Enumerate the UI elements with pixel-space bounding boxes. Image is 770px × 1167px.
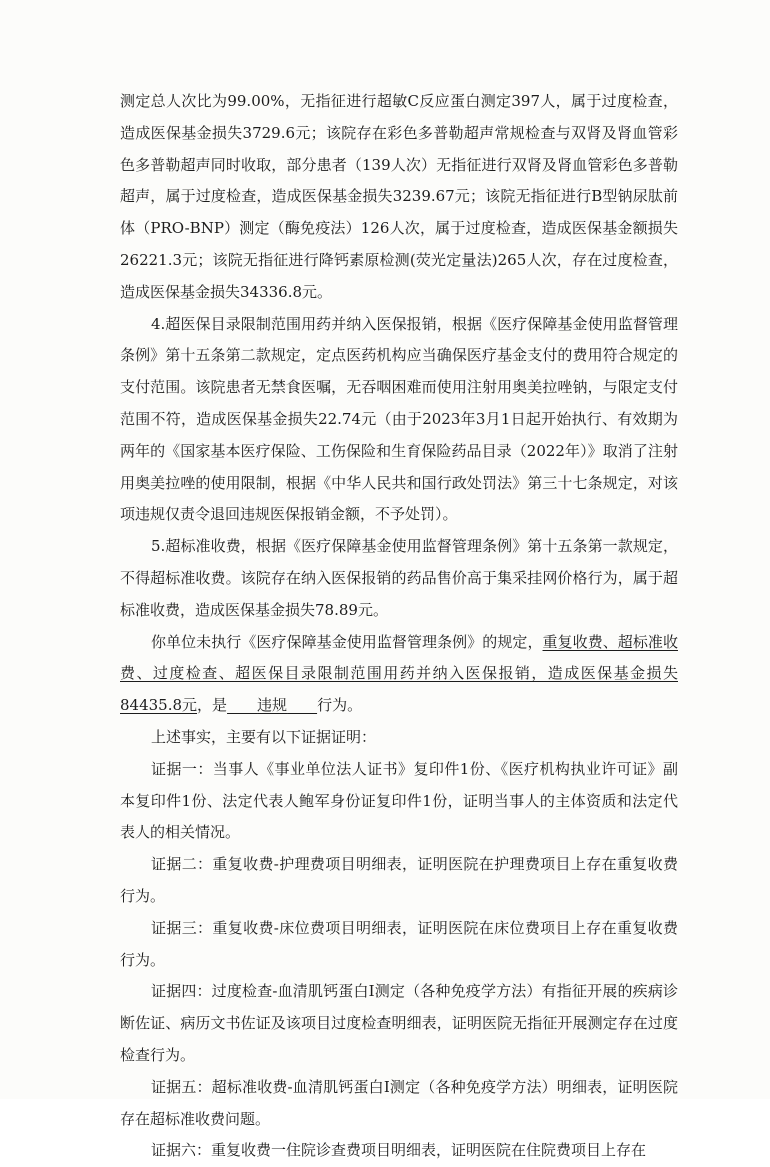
evidence-item-6: 证据六：重复收费一住院诊查费项目明细表，证明医院在住院费项目上存在 <box>151 1141 647 1160</box>
conclusion-lead: 你单位未执行《医疗保障基金使用监督管理条例》的规定， <box>151 632 543 651</box>
evidence-item-5: 证据五：超标准收费-血清肌钙蛋白Ⅰ测定（各种免疫学方法）明细表，证明医院存在超标准收费问题。 <box>120 1077 678 1128</box>
paragraph-overcheck-continued: 测定总人次比为99.00%，无指征进行超敏C反应蛋白测定397人，属于过度检查，造成医保基金损失3729.6元；该院存在彩色多普勒超声常规检查与双肾及肾血管彩色多普勒超声同时收取，部分患者（139人次）无指征进行双肾及肾血管彩色多普勒超声，属于过度检查，造成医保基金损失3239.67元；该院无指征进行B型钠尿肽前体（PRO-BNP）测定（酶免疫法）126人次，属于过度检查，造成医保基金额损失26221.3元；该院无指征进行降钙素原检测(荧光定量法)265人次，存在过度检查，造成医保基金损失34336.8元。 <box>120 92 678 301</box>
conclusion-tail: 行为。 <box>317 696 363 715</box>
document-body <box>120 86 678 1167</box>
paragraph-item-5-over-standard-fee: 5.超标准收费，根据《医疗保障基金使用监督管理条例》第十五条第一款规定，不得超标准收费。该院存在纳入医保报销的药品售价高于集采挂网价格行为，属于超标准收费，造成医保基金损失78.89元。 <box>120 537 678 619</box>
evidence-item-4: 证据四：过度检查-血清肌钙蛋白Ⅰ测定（各种免疫学方法）有指征开展的疾病诊断佐证、病历文书佐证及该项目过度检查明细表，证明医院无指征开展测定存在过度检查行为。 <box>120 982 678 1064</box>
conclusion-verdict: 违规 <box>257 696 288 715</box>
evidence-item-3: 证据三：重复收费-床位费项目明细表，证明医院在床位费项目上存在重复收费行为。 <box>120 918 678 969</box>
evidence-item-1: 证据一：当事人《事业单位法人证书》复印件1份、《医疗机构执业许可证》副本复印件1份、法定代表人鲍军身份证复印件1份，证明当事人的主体资质和法定代表人的相关情况。 <box>120 759 678 842</box>
conclusion-mid: ，是 <box>197 696 228 715</box>
paragraph-item-4-out-of-catalog-drug: 4.超医保目录限制范围用药并纳入医保报销，根据《医疗保障基金使用监督管理条例》第十五条第二款规定，定点医药机构应当确保医疗基金支付的费用符合规定的支付范围。该院患者无禁食医嘱，无吞咽困难而使用注射用奥美拉唑钠，与限定支付范围不符，造成医保基金损失22.74元（由于2023年3月1日起开始执行、有效期为两年的《国家基本医疗保险、工伤保险和生育保险药品目录（2022年）》取消了注射用奥美拉唑的使用限制，根据《中华人民共和国行政处罚法》第三十七条规定，对该项违规仅责令退回违规医保报销金额，不予处罚）。 <box>120 314 678 524</box>
evidence-item-2: 证据二：重复收费-护理费项目明细表，证明医院在护理费项目上存在重复收费行为。 <box>120 855 678 905</box>
paragraph-conclusion <box>120 627 678 722</box>
conclusion-violations: 重复收费、超标准收费、过度检查、超医保目录限制范围用药并纳入医保报销，造成医保基金损失84435.8元 <box>120 632 678 715</box>
evidence-intro: 上述事实，主要有以下证据证明： <box>151 727 377 746</box>
